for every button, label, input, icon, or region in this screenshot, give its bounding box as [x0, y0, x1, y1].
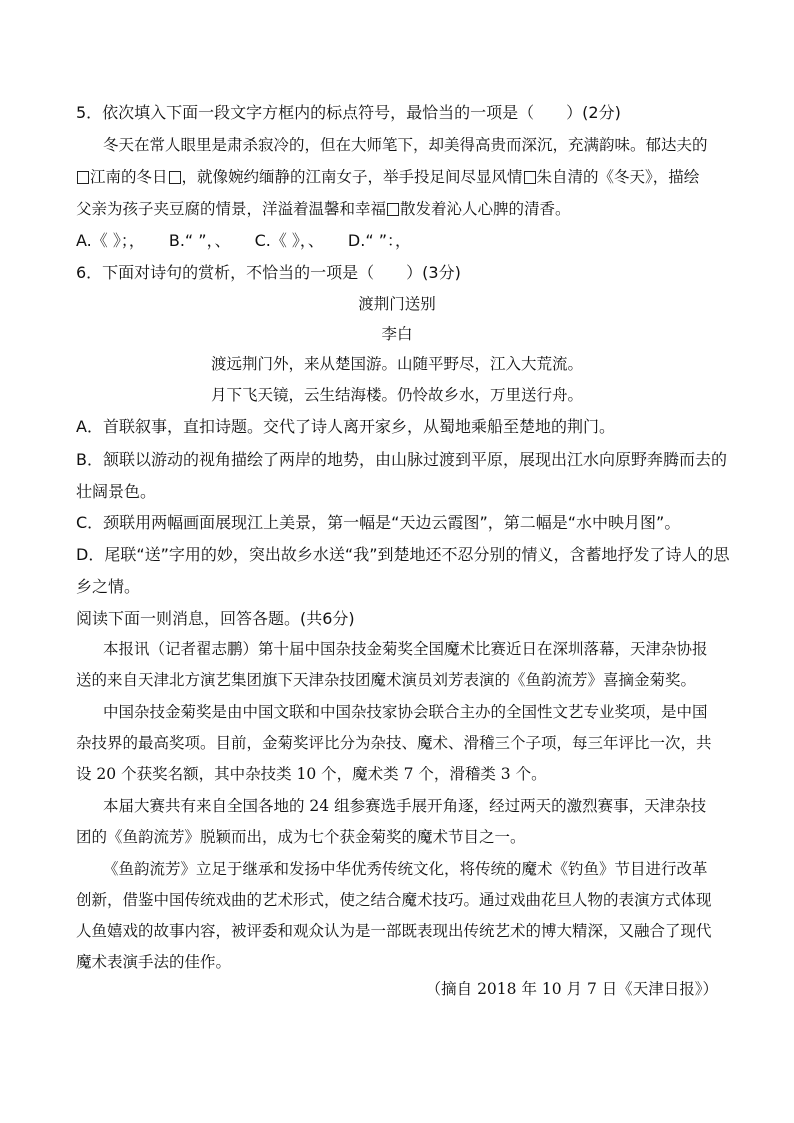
blank-box [77, 171, 89, 184]
q5-options: A.《 》；， B.“ ”，、 C.《 》，、 D.“ ”：， [76, 231, 411, 250]
q5-passage-line-2: 江南的冬日 ，就像婉约缅静的江南女子，举手投足间尽显风情 朱自清的《冬天》，描绘 [76, 165, 699, 187]
reading-para-1-line-1: 本报讯（记者翟志鹏）第十届中国杂技金菊奖全国魔术比赛近日在深圳落幕，天津杂协报 [103, 640, 708, 658]
reading-para-2-line-3: 设 20 个获奖名额，其中杂技类 10 个，魔术类 7 个，滑稽类 3 个。 [76, 765, 547, 783]
reading-para-3-line-1: 本届大赛共有来自全国各地的 24 组参赛选手展开角逐，经过两天的激烈赛事，天津杂技 [103, 797, 707, 815]
q6-option-c: C．颈联用两幅画面展现江上美景，第一幅是“天边云霞图”，第二幅是“水中映月图”。 [76, 513, 681, 532]
blank-box [169, 171, 181, 184]
q6-option-d-line-1: D．尾联“送”字用的妙，突出故乡水送“我”到楚地还不忍分别的情义，含蓄地抒发了诗人的思 [76, 545, 730, 564]
q6-option-b-line-2: 壮阔景色。 [76, 482, 157, 501]
q5-passage-line-1: 冬天在常人眼里是肃杀寂冷的，但在大师笔下，却美得高贵而深沉，充满韵味。郁达夫的 [103, 136, 708, 154]
q6-option-a: A．首联叙事，直扣诗题。交代了诗人离开家乡，从蜀地乘船至楚地的荆门。 [76, 417, 615, 436]
q5-passage-line-3: 父亲为孩子夹豆腐的情景，洋溢着温馨和幸福 散发着沁人心脾的清香。 [76, 200, 571, 218]
reading-instruction: 阅读下面一则消息，回答各题。(共6分) [76, 609, 355, 628]
q6-option-b-line-1: B．颔联以游动的视角描绘了两岸的地势，由山脉过渡到平原，展现出江水向原野奔腾而去的 [76, 450, 727, 469]
reading-para-1-line-2: 送的来自天津北方演艺集团旗下天津杂技团魔术演员刘芳表演的《鱼韵流芳》喜摘金菊奖。 [76, 671, 697, 689]
poem-title: 渡荆门送别 [358, 295, 436, 313]
reading-para-2-line-1: 中国杂技金菊奖是由中国文联和中国杂技家协会联合主办的全国性文艺专业奖项，是中国 [103, 703, 708, 721]
blank-box [387, 203, 399, 216]
q6-option-d-line-2: 乡之情。 [76, 577, 141, 596]
question-5-stem: 5．依次填入下面一段文字方框内的标点符号，最恰当的一项是（ ）(2分) [76, 103, 621, 122]
poem-line-1: 渡远荆门外，来从楚国游。山随平野尽，江入大荒流。 [210, 355, 583, 373]
blank-box [524, 171, 536, 184]
reading-para-4-line-1: 《鱼韵流芳》立足于继承和发扬中华优秀传统文化，将传统的魔术《钓鱼》节目进行改革 [103, 860, 708, 878]
poem-line-2: 月下飞天镜，云生结海楼。仍怜故乡水，万里送行舟。 [210, 386, 583, 404]
reading-para-4-line-4: 魔术表演手法的佳作。 [76, 953, 232, 971]
source-citation: （摘自 2018 年 10 月 7 日《天津日报》） [425, 980, 718, 998]
poem-author: 李白 [381, 325, 413, 343]
reading-para-4-line-2: 创新，借鉴中国传统戏曲的艺术形式，使之结合魔术技巧。通过戏曲花旦人物的表演方式体现 [76, 891, 712, 909]
reading-para-2-line-2: 杂技界的最高奖项。目前，金菊奖评比分为杂技、魔术、滑稽三个子项，每三年评比一次，共 [76, 734, 712, 752]
reading-para-3-line-2: 团的《鱼韵流芳》脱颖而出，成为七个获金菊奖的魔术节目之一。 [76, 828, 526, 846]
question-6-stem: 6．下面对诗句的赏析，不恰当的一项是（ ）(3分) [76, 263, 461, 282]
reading-para-4-line-3: 人鱼嬉戏的故事内容，被评委和观众认为是一部既表现出传统艺术的博大精深，又融合了现代 [76, 922, 712, 940]
